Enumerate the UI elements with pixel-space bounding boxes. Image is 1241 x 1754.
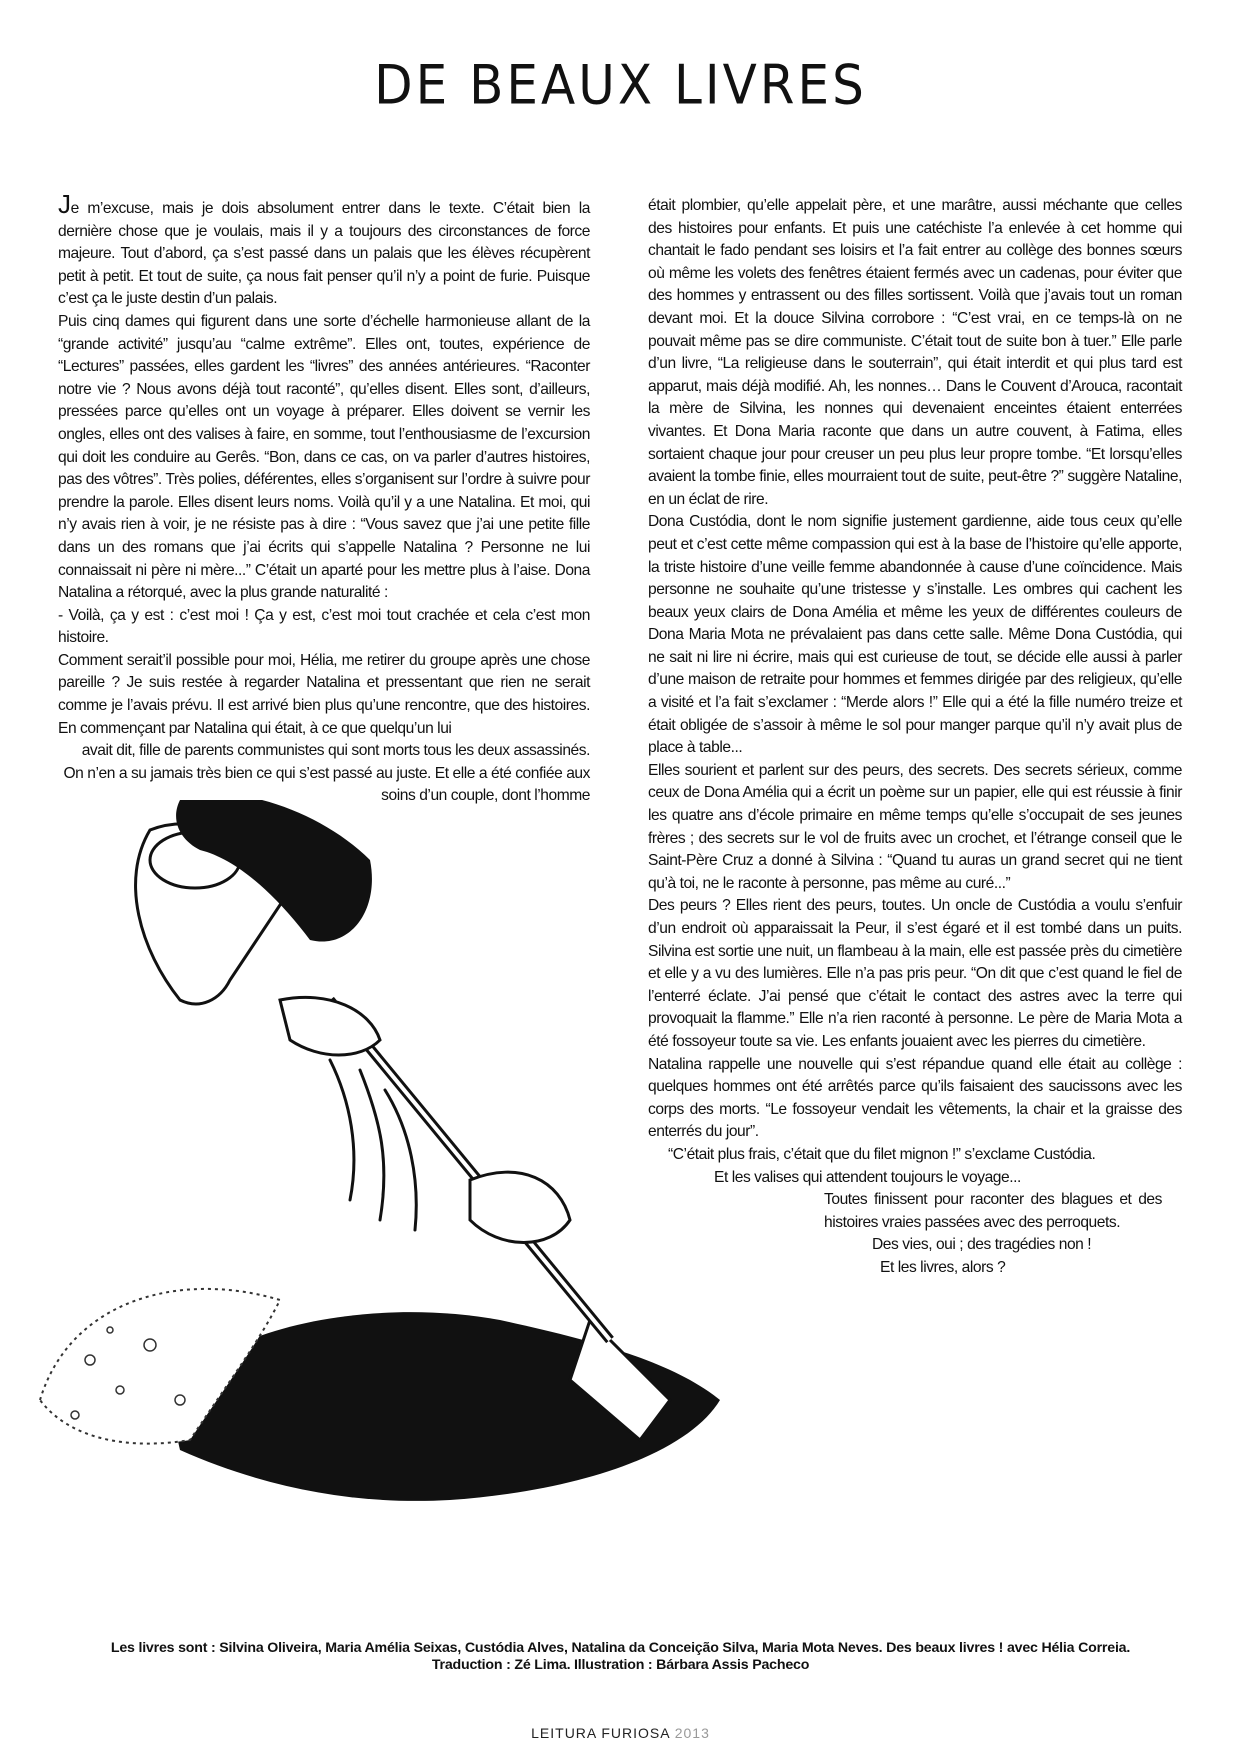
- illustration-gravedigger-drawing: [30, 800, 730, 1540]
- tail-line: Et les livres, alors ?: [880, 1258, 1006, 1276]
- footer-name: LEITURA FURIOSA: [531, 1725, 670, 1741]
- paragraph: Puis cinq dames qui figurent dans une sorte d’échelle harmonieuse allant de la “grande activité” jusqu’au “calme extrême”. Elles ont, toutes, expérience de “Lectures” passées, elles gardent les “livres” des années antérieures. “Raconter notre vie ? Nous avons déjà tout raconté”, qu’elles disent. Elles sont, d’ailleurs, pressées parce qu’elles ont un voyage à préparer. Elles doivent se vernir les ongles, elles ont des valises à faire, en somme, tout l’enthousiasme de l’excursion qui doit les conduire au Gerês. “Bon, dans ce cas, on va parler d’autres histoires, pas des vôtres”. Très polies, déférentes, elles s’organisent sur l’ordre à suivre pour prendre la parole. Elles disent leurs noms. Voilà qu’il y a une Natalina. Et moi, qui n’y avais rien à voir, je ne résiste pas à dire : “Vous savez que j’ai une petite fille dans un des romans que j’ai écrits qui s’appelle Natalina ? Personne ne lui connaissait ni père ni mère...” C’était un aparté pour les mettre plus à l’aise. Dona Natalina a rétorqué, avec la plus grande naturalité :: [58, 312, 590, 602]
- paragraph-wrapped: avait dit, fille de parents communistes qui sont morts tous les deux assassinés. On n’en a su jamais très bien ce qui s’est passé au juste. Et elle a été confiée aux soins d’un couple, dont l’homme: [63, 742, 590, 805]
- left-column: [58, 189, 590, 808]
- tail-line: Toutes finissent pour raconter des blagues et des histoires vraies passées avec des perroquets.: [824, 1191, 1162, 1231]
- credits-line: Les livres sont : Silvina Oliveira, Maria Amélia Seixas, Custódia Alves, Natalina da Conceição Silva, Maria Mota Neves. Des beaux livres ! avec Hélia Correia.: [110, 1640, 1131, 1656]
- paragraph: était plombier, qu’elle appelait père, et une marâtre, aussi méchante que celles des histoires pour enfants. Et puis une catéchiste l’a enlevée à cet homme qui chantait le fado pendant ses loisirs et l’a fait entrer au collège des bonnes sœurs où même les volets des fenêtres étaient fermés avec un cadenas, pour éviter que des hommes y entrassent ou des filles sortissent. Voilà que j’avais tout un roman devant moi. Et la douce Silvina corrobore : “C’est vrai, en ce temps-là on ne pouvait même pas se dire communiste. C’était tout de suite bon à tuer.” Elle parle d’un livre, “La religieuse dans le souterrain”, qui était interdit et qui plus tard est apparut, mais déjà modifié. Ah, les nonnes… Dans le Couvent d’Arouca, racontait la mère de Silvina, les nonnes qui devenaient enceintes étaient enterrées vivantes. Et Dona Maria raconte que dans un autre couvent, à Fatima, elles sortaient chaque jour pour creuser un peu plus leur propre tombe. “Et lorsqu’elles avaient la tombe finie, elles mourraient tout de suite, peut-être ?” suggère Nataline, en un éclat de rire.: [648, 197, 1182, 508]
- paragraph: Natalina rappelle une nouvelle qui s’est répandue quand elle était au collège : quelques hommes ont été arrêtés parce qu’ils faisaient des saucissons avec les corps des morts. “Le fossoyeur vendait les vêtements, la chair et la graisse des enterrés du jour”.: [648, 1055, 1182, 1141]
- drop-cap: J: [58, 189, 71, 219]
- credits: [0, 1640, 1241, 1674]
- tail-line: Et les valises qui attendent toujours le voyage...: [714, 1168, 1021, 1186]
- credits-line: Traduction : Zé Lima. Illustration : Bárbara Assis Pacheco: [431, 1657, 810, 1673]
- paragraph: - Voilà, ça y est : c’est moi ! Ça y est, c’est moi tout crachée et cela c’est mon histoire.: [58, 606, 590, 647]
- paragraph: Dona Custódia, dont le nom signifie justement gardienne, aide tous ceux qu’elle peut et c’est cette même compassion qui est à la base de l’histoire qu’elle apporte, la triste histoire d’une veille femme abandonnée à cause d’une coïncidence. Mais personne ne souhaite qu’une tristesse y s’installe. Les ombres qui cachent les beaux yeux clairs de Dona Amélia et même les yeux de différentes couleurs de Dona Maria Mota ne prévalaient pas dans cette salle. Même Dona Custódia, qui ne sait ni lire ni écrire, mais qui est curieuse de tout, se décide elle aussi à parler d’une maison de retraite pour hommes et femmes dirigée par des religieux, qu’elle a visité et l’a fait s’exclamer : “Merde alors !” Elle qui a été la fille numéro treize et était obligée de s’assoir à même le sol pour manger parque qu’il n’y avait plus de place à table...: [648, 513, 1182, 757]
- footer-year: 2013: [674, 1725, 710, 1741]
- page-title: DE BEAUX LIVRES: [374, 53, 867, 117]
- tail-line: Des vies, oui ; des tragédies non !: [872, 1236, 1092, 1254]
- tail-line: “C’était plus frais, c’était que du filet mignon !” s’exclame Custódia.: [668, 1145, 1096, 1163]
- paragraph: Elles sourient et parlent sur des peurs, des secrets. Des secrets sérieux, comme ceux de Dona Amélia qui a écrit un poème sur un papier, elle qui est réussie à finir les quatre ans d’école primaire en même temps qu’elle s’occupait de ses jeunes frères ; des secrets sur le vol de fruits avec un crochet, et l’étrange conseil que le Saint-Père Cruz a donné à Silvina : “Quand tu auras un grand secret qui ne tient qu’à toi, ne le raconte à personne, pas même au curé...”: [648, 761, 1182, 892]
- paragraph: Comment serait’il possible pour moi, Hélia, me retirer du groupe après une chose pareille ? Je suis restée à regarder Natalina et pressentant que rien ne serait comme je l’avais prévu. Il est arrivé bien plus qu’une rencontre, que des histoires. En commençant par Natalina qui était, à ce que quelqu’un lui: [58, 651, 590, 737]
- paragraph: Des peurs ? Elles rient des peurs, toutes. Un oncle de Custódia a voulu s’enfuir d’un endroit où apparaissait la Peur, il s’est égaré et il est tombé dans un puits. Silvina est sortie une nuit, un flambeau à la main, elle est passée près du cimetière et elle y a vu des lumières. Elle n’a pas pris peur. “On dit que c’est quand le fiel de l’enterré éclate. J’ai pensé que c’était le contact des astres avec la terre qui provoquait la flamme.” Elle n’a rien raconté à personne. Le père de Maria Mota a été fossoyeur toute sa vie. Les enfants jouaient avec les pierres du cimetière.: [648, 897, 1182, 1050]
- footer: [0, 1725, 1241, 1741]
- paragraph: Je m’excuse, mais je dois absolument entrer dans le texte. C’était bien la dernière chose que je voulais, mais il y a toujours des circonstances de force majeure. Tout d’abord, ça s’est passé dans un palais que les élèves récupèrent petit à petit. Et tout de suite, ça nous fait penser qu’il n’y a point de furie. Puisque c’est ça le juste destin d’un palais.: [58, 189, 590, 308]
